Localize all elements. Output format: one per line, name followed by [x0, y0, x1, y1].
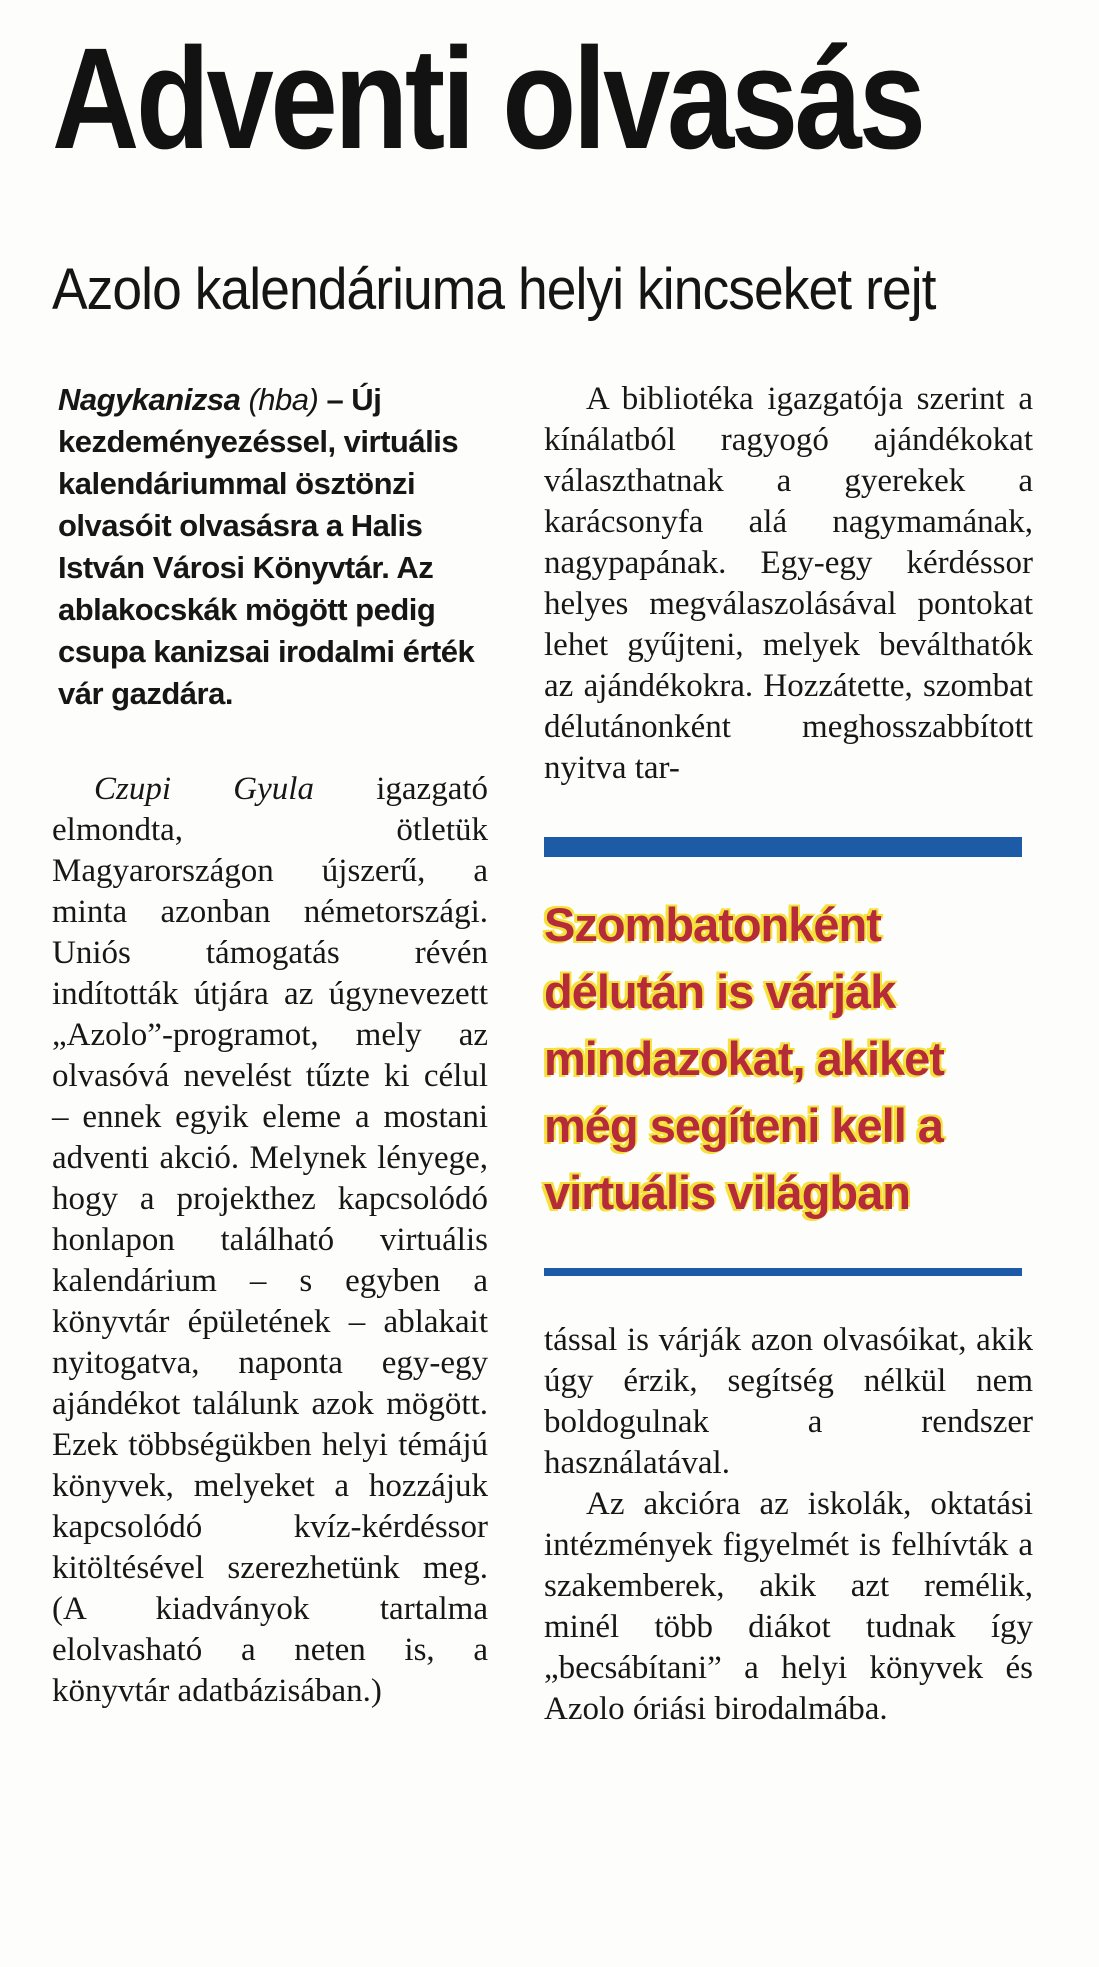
right-column [544, 379, 1033, 1730]
left-column [52, 379, 488, 1730]
article-body [52, 379, 1069, 1730]
divider-thin-blue [544, 1268, 1022, 1276]
article-headline: Adventi olvasás [52, 18, 923, 179]
dateline-byline: (hba) [248, 381, 319, 417]
body-paragraph: tással is várják azon olvasóikat, akik úgy érzik, segítség nélkül nem boldogulnak a rendszer használatával. [544, 1321, 1033, 1481]
dateline-location: Nagykanizsa [58, 381, 241, 417]
paragraph-text: igazgató elmondta, ötletük Magyarországon újszerű, a minta azonban németországi. Uniós támogatás révén indították útjára az úgynevezett „Azolo”-programot, mely az olvasóvá nevelést tűzte ki célul – ennek egyik eleme a mostani adventi akció. Melynek lényege, hogy a projekthez kapcsolódó honlapon található virtuális kalendárium – s egyben a könyvtár épületének – ablakait nyitogatva, naponta egy-egy ajándékot találunk azok mögött. Ezek többségükben helyi témájú könyvek, melyeket a hozzájuk kapcsolódó kvíz-kérdéssor kitöltésével szerezhetünk meg. (A kiadványok tartalma elolvasható a neten is, a könyvtár adatbázisában.) [52, 770, 489, 1709]
lead-paragraph [52, 379, 488, 715]
person-name: Czupi Gyula [94, 770, 314, 807]
pull-quote: Szombatonként délután is várják mindazokat, akiket még segíteni kell a virtuális világban [544, 897, 944, 1219]
body-paragraph: A bibliotéka igazgatója szerint a kínálatból ragyogó ajándékokat választhatnak a gyerekek a karácsonyfa alá nagymamának, nagypapának. Egy-egy kérdéssor helyes megválaszolásával pontokat lehet gyűjteni, melyek beválthatók az ajándékokra. Hozzátette, szombat délutánonként meghosszabbított nyitva tar- [544, 380, 1033, 786]
lead-text: – Új kezdeményezéssel, virtuális kalendáriummal ösztönzi olvasóit olvasásra a Halis István Városi Könyvtár. Az ablakocskák mögött pedig csupa kanizsai irodalmi érték vár gazdára. [58, 381, 475, 711]
divider-thick-blue [544, 837, 1022, 857]
body-paragraph: Az akcióra az iskolák, oktatási intézmények figyelmét is felhívták a szakemberek, akik azt remélik, minél több diákot tudnak így „becsábítani” a helyi könyvek és Azolo óriási birodalmába. [544, 1485, 1033, 1727]
article-subheadline: Azolo kalendáriuma helyi kincseket rejt [52, 256, 936, 322]
body-paragraph [52, 769, 488, 1712]
